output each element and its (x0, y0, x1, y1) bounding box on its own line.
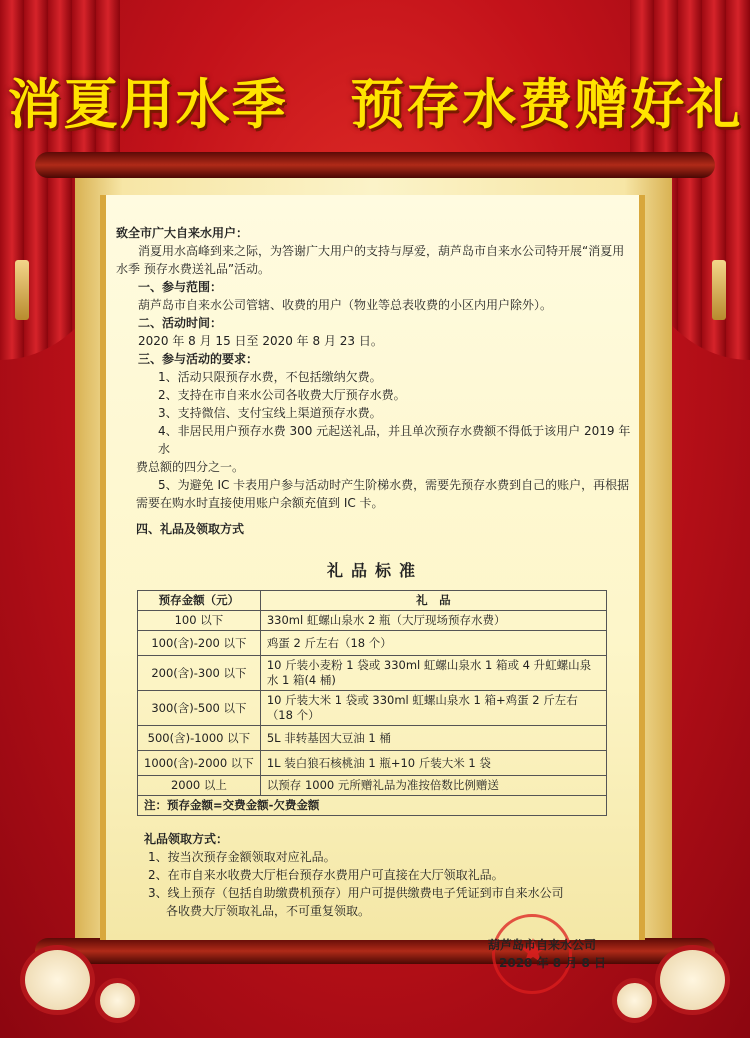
requirement: 费总额的四分之一。 (136, 460, 245, 474)
pickup-title: 礼品领取方式： (144, 832, 229, 846)
tassel-icon (15, 260, 29, 320)
pickup-section (116, 830, 634, 920)
gift-cell: 鸡蛋 2 斤左右（18 个） (260, 631, 606, 656)
salutation: 致全市广大自来水用户： (116, 226, 249, 240)
table-note: 注：预存金额=交费金额-欠费金额 (138, 796, 607, 816)
intro-line: 水季 预存水费送礼品”活动。 (116, 262, 271, 276)
table-note-row (138, 796, 607, 816)
section-title: 三、参与活动的要求： (138, 352, 259, 366)
gift-cell: 330ml 虹螺山泉水 2 瓶（大厅现场预存水费） (260, 611, 606, 631)
amount-cell: 100(含)-200 以下 (138, 631, 261, 656)
requirement: 5、为避免 IC 卡表用户参与活动时产生阶梯水费，需要先预存水费到自己的账户，再根据 (158, 478, 630, 492)
signature-date: 2020 年 8 月 8 日 (499, 956, 606, 970)
section-body: 2020 年 8 月 15 日至 2020 年 8 月 23 日。 (138, 334, 383, 348)
requirement: 1、活动只限预存水费，不包括缴纳欠费。 (158, 370, 382, 384)
table-row (138, 776, 607, 796)
pickup-item: 1、按当次预存金额领取对应礼品。 (148, 850, 336, 864)
scroll-rod-top (35, 152, 715, 178)
signature-block (488, 936, 628, 972)
drum-icon (95, 978, 140, 1023)
header-amount: 预存金额（元） (138, 591, 261, 611)
section-title: 一、参与范围： (138, 280, 223, 294)
gift-cell: 10 斤装大米 1 袋或 330ml 虹螺山泉水 1 箱+鸡蛋 2 斤左右（18 个） (260, 691, 606, 726)
gift-table (137, 590, 607, 816)
section-body: 葫芦岛市自来水公司管辖、收费的用户（物业等总表收费的小区内用户除外）。 (138, 298, 553, 312)
table-row (138, 691, 607, 726)
gift-cell: 10 斤装小麦粉 1 袋或 330ml 虹螺山泉水 1 箱或 4 升虹螺山泉水 1 箱(4 桶) (260, 656, 606, 691)
table-title: 礼品标准 (326, 561, 423, 580)
gift-cell: 1L 装白狼石核桃油 1 瓶+10 斤装大米 1 袋 (260, 751, 606, 776)
amount-cell: 500(含)-1000 以下 (138, 726, 261, 751)
section-title: 四、礼品及领取方式 (136, 522, 245, 536)
table-row (138, 656, 607, 691)
amount-cell: 300(含)-500 以下 (138, 691, 261, 726)
requirement: 需要在购水时直接使用账户余额充值到 IC 卡。 (136, 496, 384, 510)
amount-cell: 1000(含)-2000 以下 (138, 751, 261, 776)
tassel-icon (712, 260, 726, 320)
intro-line: 消夏用水高峰到来之际，为答谢广大用户的支持与厚爱，葫芦岛市自来水公司特开展“消夏用 (138, 244, 625, 258)
amount-cell: 200(含)-300 以下 (138, 656, 261, 691)
drum-icon (20, 945, 95, 1015)
drum-icon (612, 978, 657, 1023)
headline: 消夏用水季 预存水费赠好礼 (7, 73, 743, 136)
drum-icon (655, 945, 730, 1015)
requirement: 2、支持在市自来水公司各收费大厅预存水费。 (158, 388, 406, 402)
amount-cell: 2000 以上 (138, 776, 261, 796)
pickup-item: 3、线上预存（包括自助缴费机预存）用户可提供缴费电子凭证到市自来水公司 (148, 886, 564, 900)
table-row (138, 726, 607, 751)
amount-cell: 100 以下 (138, 611, 261, 631)
gift-cell: 5L 非转基因大豆油 1 桶 (260, 726, 606, 751)
section-title: 二、活动时间： (138, 316, 223, 330)
gift-cell: 以预存 1000 元所赠礼品为准按倍数比例赠送 (260, 776, 606, 796)
table-header (138, 591, 607, 611)
requirement: 4、非居民用户预存水费 300 元起送礼品，并且单次预存水费额不得低于该用户 2019 年水 (158, 424, 631, 456)
header-gift: 礼 品 (260, 591, 606, 611)
table-row (138, 751, 607, 776)
requirement: 3、支持微信、支付宝线上渠道预存水费。 (158, 406, 382, 420)
notice-body (116, 224, 634, 972)
table-row (138, 631, 607, 656)
pickup-item-cont: 各收费大厅领取礼品，不可重复领取。 (166, 904, 371, 918)
pickup-item: 2、在市自来水收费大厅柜台预存水费用户可直接在大厅领取礼品。 (148, 868, 504, 882)
table-row (138, 611, 607, 631)
signature-org: 葫芦岛市自来水公司 (488, 938, 597, 952)
